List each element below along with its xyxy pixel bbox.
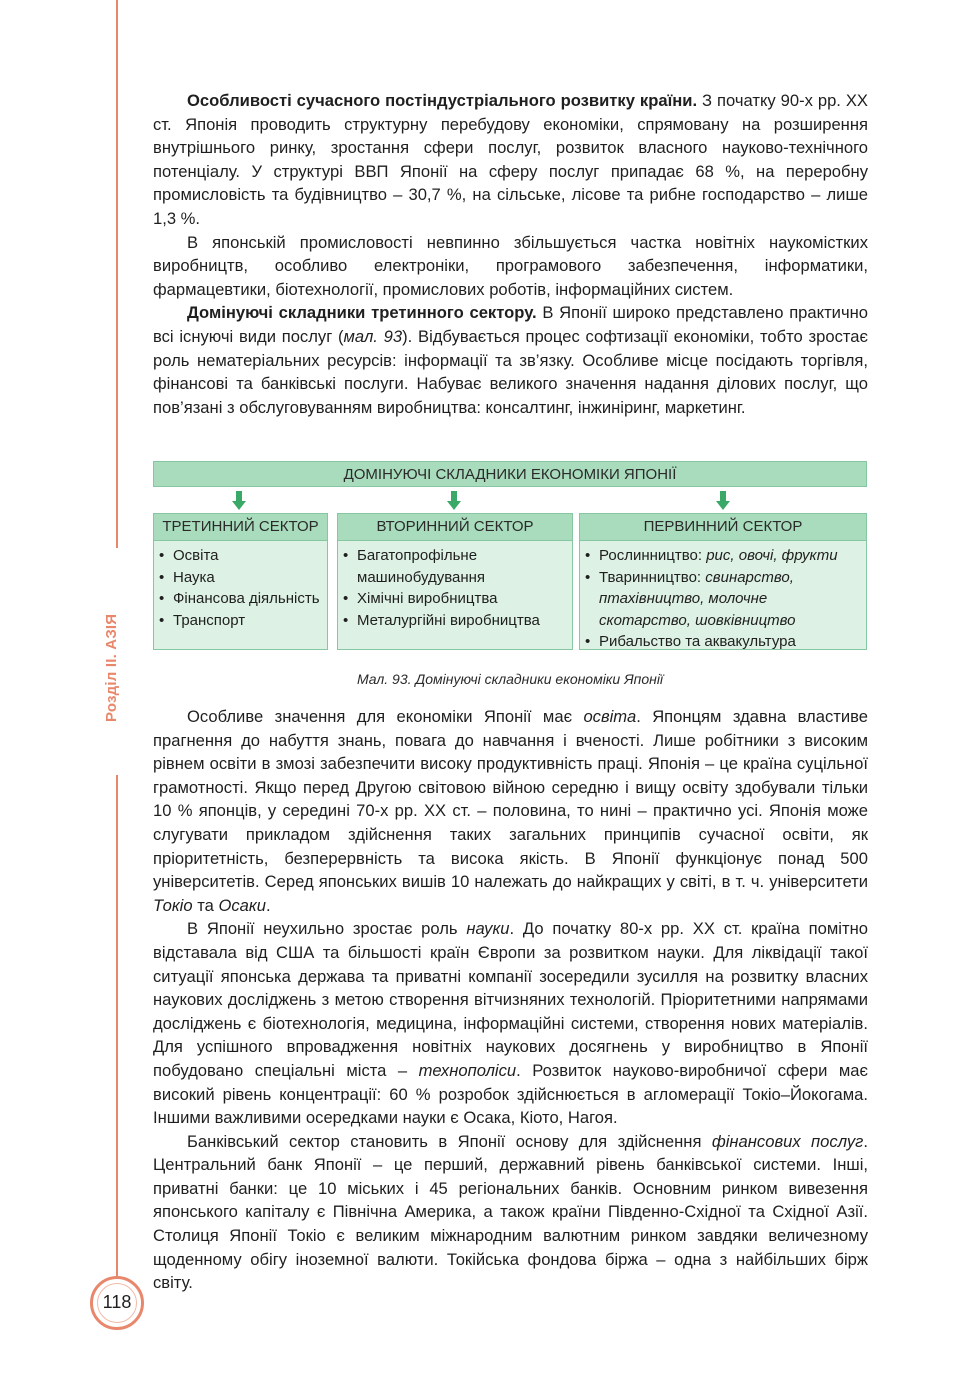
item-label: Рослинництво: [599,547,707,564]
arrow-down-icon [232,491,246,511]
list-item: • Освіта [159,545,323,567]
list-item: • Металургійні виробництва [343,610,568,632]
list-item: • Транспорт [159,610,323,632]
heading-postindustrial: Особливості сучасного постіндустріального розвитку країни. [187,91,698,110]
list-item [585,545,862,567]
item-detail: свинарство, птахівництво, молочне скотарство, шовківництво [599,568,796,629]
list-item: • Хімічні виробництва [343,588,568,610]
diagram-title: ДОМІНУЮЧІ СКЛАДНИКИ ЕКОНОМІКИ ЯПОНІЇ [153,461,867,487]
paragraph-text: . Японцям здавна властиве прагнення до набуття знань, повага до навчання і вченості. Лише робітники з високим рівнем освіти в змозі забезпечити високу продуктивність праці. Японія – це країна суцільної грамотності. Якщо перед Другою світовою війною середню і вищу освіту здобували тільки 10 % японців, у середині 70-х рр. ХХ ст. – половина, то нині – практично усі. Японія може слугувати прикладом здійснення таких загальних принципів сучасної освіти, як пріоритетність, безперервність та висока якість. В Японії функціонує понад 500 університетів. Серед японських вишів 10 належать до найкращих у світі, в т. ч. університети [153,707,868,892]
primary-sector-list [580,541,866,653]
paragraph-text: Банківський сектор становить в Японії основу для здійснення [187,1131,712,1151]
figure-caption: Мал. 93. Домінуючі складники економіки Японії [356,671,664,687]
paragraph-postindustrial [153,89,868,231]
tertiary-sector-box [153,513,328,650]
paragraph-text: та [192,895,219,915]
margin-line-top [116,0,118,548]
term: Токіо [153,895,193,915]
primary-sector-box [579,513,867,650]
list-item: • Наука [159,567,323,589]
tertiary-sector-list [154,541,327,631]
list-item [585,631,862,653]
item-detail: рис, овочі, фрукти [706,547,838,564]
paragraph-text: . Розвиток науково-виробничої сфери має високий рівень концентрації: 60 % розробок здійснюється в агломерації Токіо–Йокогама. Іншими важливими осередками науки є Осака, Кіото, Нагоя. [153,1060,868,1128]
primary-sector-title: ПЕРВИННИЙ СЕКТОР [580,514,866,541]
arrow-down-icon [447,491,461,511]
paragraph-education [153,705,868,917]
tertiary-sector-title: ТРЕТИННИЙ СЕКТОР [154,514,327,541]
intro-text [153,89,868,419]
heading-tertiary: Домінуючі складники третинного сектору. [187,303,537,323]
paragraph-text: ). Відбувається процес софтизації економіки, тобто зростає роль нематеріальних ресурсів: інформації та зв’язку. Особливе місце посідають торгівля, фінансові та банківські послуги. Набуває великого значення надання ділових послуг, що пов’язані з обслуговуванням виробництва: консалтинг, інжиніринг, маркетинг. [153,326,868,417]
secondary-sector-box [337,513,573,650]
margin-line-bottom [116,775,118,1295]
list-item [585,567,862,632]
list-item: • Фінансова діяльність [159,588,323,610]
paragraph-text: . [265,895,271,915]
paragraph-text: З початку 90-х рр. ХХ ст. Японія проводить структурну перебудову економіки, спрямовану на розширення внутрішнього ринку, зростання сфери послуг, розвиток власного науково-технічного потенціалу. У структурі ВВП Японії на сферу послуг припадає 68 %, на переробну промисловість та будівництво – 30,7 %, на сільське, лісове та рибне господарство – лише 1,3 %. [153,91,868,228]
term: фінансових послуг [711,1131,864,1151]
main-text [153,705,868,1295]
paragraph-text: В Японії широко представлено практично всі існуючі види послуг ( [153,303,868,346]
paragraph-science [153,917,868,1129]
secondary-sector-list [338,541,572,631]
paragraph-tertiary [153,301,868,419]
secondary-sector-title: ВТОРИННИЙ СЕКТОР [338,514,572,541]
item-label: Тваринництво: [599,568,706,586]
term: освіта [583,707,637,726]
economy-diagram [153,461,867,651]
item-label: Рибальство та аквакультура [599,633,796,650]
list-item: • Багатопрофільне машинобудування [343,545,568,588]
paragraph-industry [153,231,868,302]
term: Осаки [218,895,266,915]
section-label-text: Розділ ІІ. АЗІЯ [103,613,120,722]
term: технополіси [418,1060,517,1080]
paragraph-text: . Центральний банк Японії – це перший, державний рівень банківської системи. Інші, приватні банки: це 10 міських і 45 регіональних банків. Основним ринком вивезення японського капіталу є Північна Америка, а також країни Південно-Східної та Східної Азії. Столиця Японії Токіо є великим міжнародним валютним ринком завдяки величезному щоденному обігу іноземної валюти. Токійська фондова біржа – одна з найбільших бірж світу. [153,1131,868,1293]
page-number: 118 [102,1292,132,1312]
arrow-down-icon [716,491,730,511]
paragraph-text: Особливе значення для економіки Японії має [187,707,584,726]
paragraph-finance [153,1130,868,1295]
figure-reference: мал. 93 [343,326,403,346]
paragraph-text: . До початку 80-х рр. ХХ ст. країна помітно відставала від США та більшості країн Європи за розвитком науки. Для ліквідації такої ситуації японська держава та приватні компанії зосередили зусилля на розвитку власних наукових досліджень з метою створення вітчизняних технологій. Пріоритетними напрямами досліджень є біотехнологія, медицина, інформаційні системи, створення нових матеріалів. Для успішного впровадження новітніх наукових досягнень у виробництво в Японії побудовано спеціальні міста – [153,919,868,1080]
term: науки [466,919,510,939]
paragraph-text: В японській промисловості невпинно збільшується частка новітніх наукомістких виробництв, особливо електроніки, програмового забезпечення, інформатики, фармацевтики, біотехнології, промислових роботів, інформаційних систем. [153,232,868,299]
paragraph-text: В Японії неухильно зростає роль [187,919,467,939]
